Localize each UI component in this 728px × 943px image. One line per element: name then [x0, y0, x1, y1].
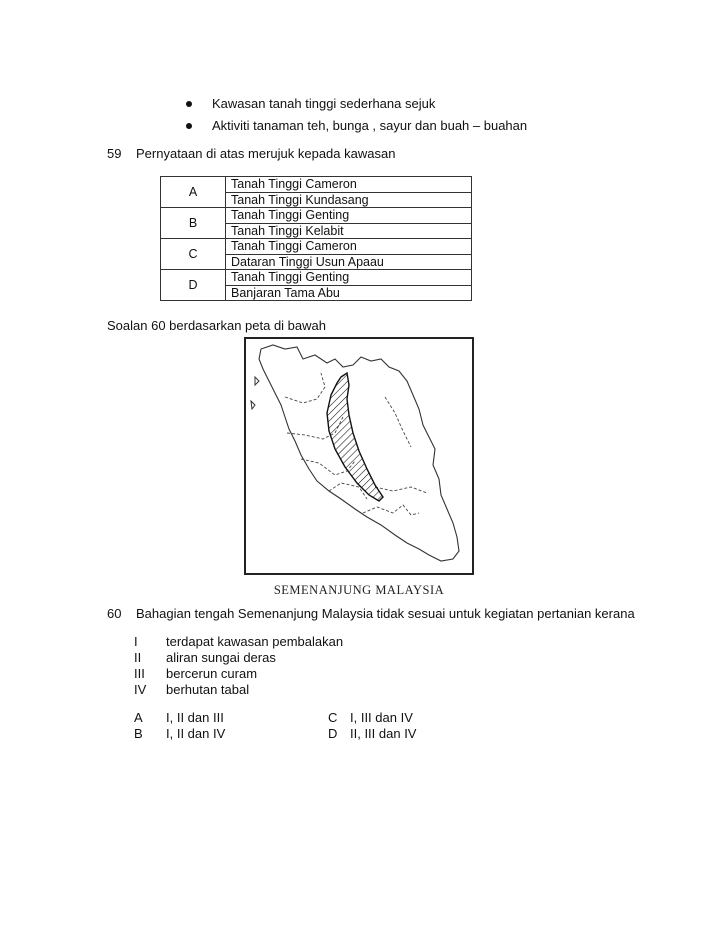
option-letter: B — [161, 208, 226, 239]
answer-text: I, III dan IV — [350, 710, 413, 725]
highland-region — [327, 373, 383, 501]
statement-text: bercerun curam — [166, 666, 258, 681]
q59-number: 59 — [107, 146, 122, 161]
option-line1: Tanah Tinggi Cameron — [226, 239, 472, 255]
option-row-a — [161, 177, 472, 193]
statement-numeral: II — [134, 650, 142, 665]
q60-number: 60 — [107, 606, 122, 621]
option-line2: Tanah Tinggi Kelabit — [226, 223, 472, 239]
island — [255, 377, 259, 385]
statement-text: terdapat kawasan pembalakan — [166, 634, 344, 649]
q60-intro: Soalan 60 berdasarkan peta di bawah — [107, 318, 326, 333]
option-line1: Tanah Tinggi Cameron — [226, 177, 472, 193]
q59-text: Pernyataan di atas merujuk kepada kawasan — [136, 146, 396, 161]
statement-text: aliran sungai deras — [166, 650, 276, 665]
answer-letter: D — [328, 726, 338, 741]
statement-numeral: III — [134, 666, 145, 681]
statement-text: berhutan tabal — [166, 682, 250, 697]
q60-text: Bahagian tengah Semenanjung Malaysia tidak sesuai untuk kegiatan pertanian kerana — [136, 606, 635, 621]
bullet-icon — [186, 101, 192, 107]
statement-numeral: I — [134, 634, 138, 649]
map-caption: SEMENANJUNG MALAYSIA — [273, 583, 445, 597]
option-letter: A — [161, 177, 226, 208]
answer-text: II, III dan IV — [350, 726, 417, 741]
option-line2: Dataran Tinggi Usun Apaau — [226, 254, 472, 270]
option-row-c — [161, 239, 472, 255]
answer-text: I, II dan III — [166, 710, 224, 725]
option-row-d — [161, 270, 472, 286]
option-letter: D — [161, 270, 226, 301]
option-line1: Tanah Tinggi Genting — [226, 270, 472, 286]
island — [251, 401, 255, 409]
peninsular-malaysia-map — [243, 337, 475, 599]
answer-letter: A — [134, 710, 143, 725]
option-line1: Tanah Tinggi Genting — [226, 208, 472, 224]
bullet-text: Kawasan tanah tinggi sederhana sejuk — [212, 96, 436, 111]
statement-numeral: IV — [134, 682, 147, 697]
q59-options-table — [160, 176, 472, 301]
answer-text: I, II dan IV — [166, 726, 226, 741]
option-line2: Tanah Tinggi Kundasang — [226, 192, 472, 208]
option-letter: C — [161, 239, 226, 270]
map-graphic — [243, 337, 475, 599]
answer-letter: C — [328, 710, 338, 725]
bullet-icon — [186, 123, 192, 129]
answer-letter: B — [134, 726, 143, 741]
option-row-b — [161, 208, 472, 224]
option-line2: Banjaran Tama Abu — [226, 285, 472, 301]
bullet-text: Aktiviti tanaman teh, bunga , sayur dan buah – buahan — [212, 118, 528, 133]
